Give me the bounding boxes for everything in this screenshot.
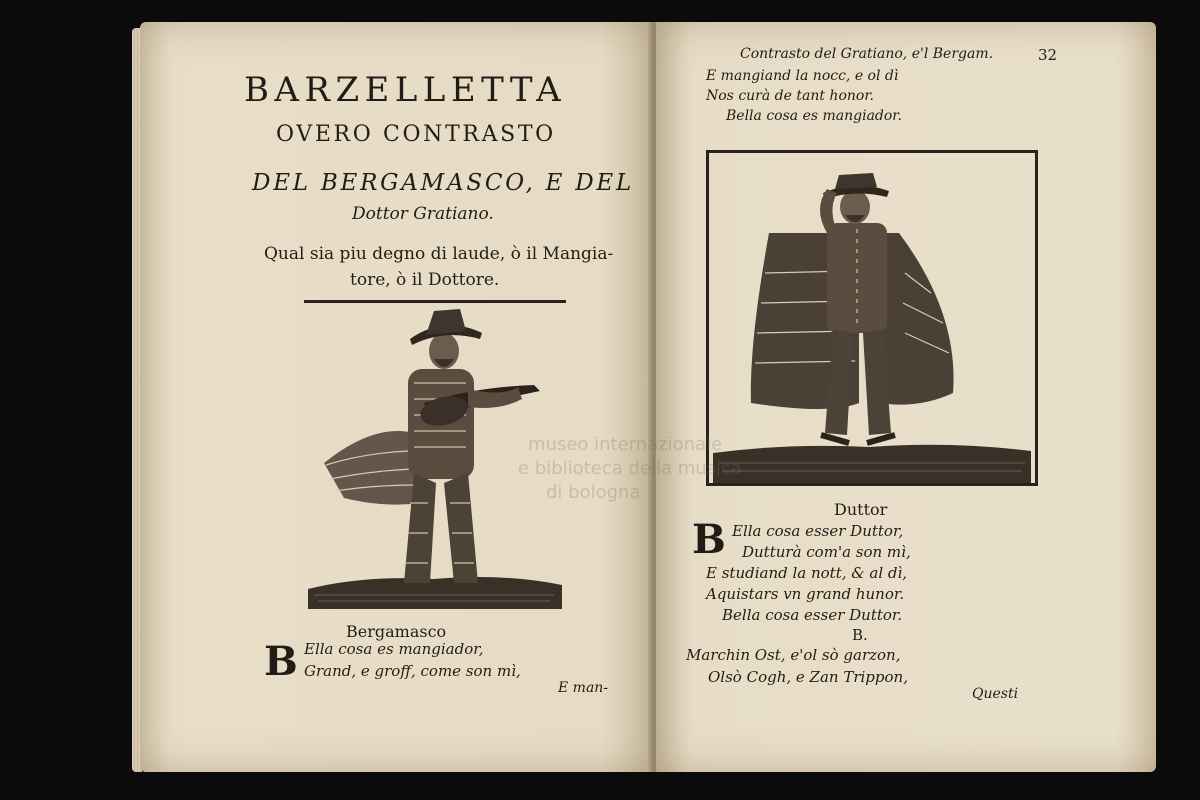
watermark-line-3: di bologna [546, 482, 641, 503]
duttor-verse-line-4: Aquistars vn grand hunor. [706, 585, 905, 603]
running-head: Contrasto del Gratiano, e'l Bergam. [740, 46, 994, 62]
right-page [656, 22, 1156, 772]
speaker-b: B. [852, 626, 868, 644]
dottore-woodcut [706, 150, 1038, 486]
heading-line-2: Dottor Gratiano. [352, 204, 494, 224]
top-line-1: E mangiand la nocc, e ol dì [706, 68, 899, 84]
duttor-verse-line-1: Ella cosa esser Duttor, [732, 522, 904, 540]
left-page [140, 22, 652, 772]
bergamasco-woodcut-icon [304, 303, 566, 609]
dottore-woodcut-icon [709, 153, 1035, 483]
open-book [140, 22, 1160, 782]
duttor-verse-line-2: Dutturà com'a son mì, [742, 543, 911, 561]
top-line-3: Bella cosa es mangiador. [726, 108, 902, 124]
duttor-verse-line-5: Bella cosa esser Duttor. [722, 606, 903, 624]
watermark-line-2: e biblioteca della musica [518, 458, 742, 479]
watermark-line-1: museo internazionale [528, 434, 723, 455]
page-number: 32 [1038, 46, 1058, 64]
speaker-bergamasco: Bergamasco [346, 622, 447, 641]
catchword-left: E man- [558, 680, 609, 696]
page-subtitle: OVERO CONTRASTO [276, 122, 556, 147]
speaker-duttor: Duttor [834, 500, 888, 519]
bergamasco-woodcut [304, 300, 566, 609]
verse2-line-2: Olsò Cogh, e Zan Trippon, [708, 668, 908, 686]
dropcap-b-left: B [264, 638, 298, 685]
verse-line-1: Ella cosa es mangiador, [304, 640, 484, 658]
verse2-line-1: Marchin Ost, e'ol sò garzon, [686, 646, 901, 664]
page-title: BARZELLETTA [244, 70, 567, 110]
verse-line-2: Grand, e groff, come son mì, [304, 662, 521, 680]
top-line-2: Nos curà de tant honor. [706, 88, 874, 104]
duttor-verse-line-3: E studiand la nott, & al dì, [706, 564, 908, 582]
question-line-2: tore, ò il Dottore. [350, 270, 500, 290]
catchword-right: Questi [972, 686, 1019, 702]
question-line-1: Qual sia piu degno di laude, ò il Mangia- [264, 244, 614, 264]
dropcap-b-right: B [692, 516, 726, 563]
heading-line-1: DEL BERGAMASCO, E DEL [252, 170, 635, 196]
